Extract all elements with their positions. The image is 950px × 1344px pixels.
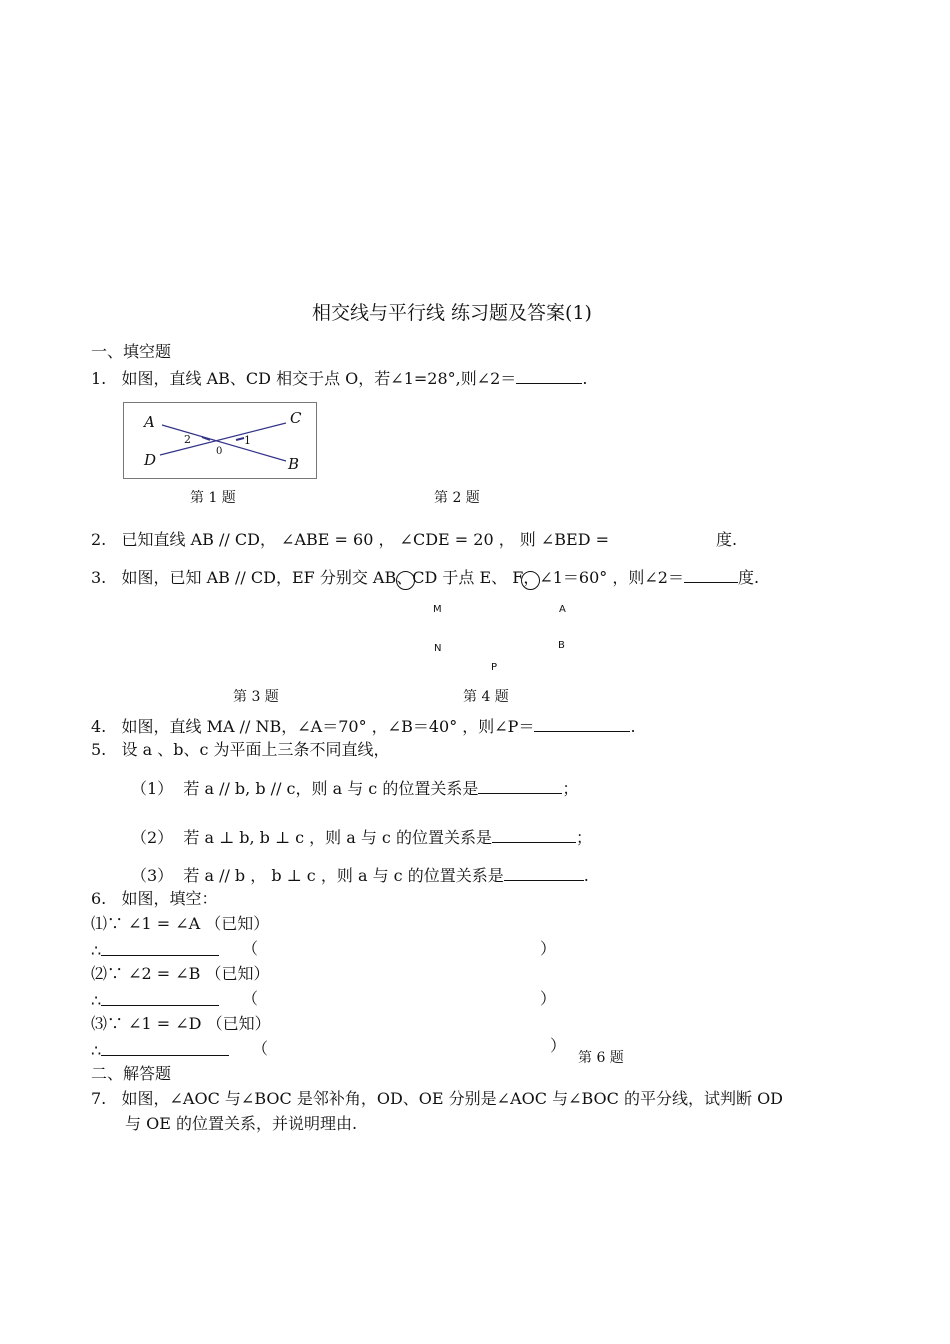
answer-blank[interactable]: [504, 864, 584, 881]
question-6-conclusion-3: [91, 1039, 229, 1061]
question-5-part-2-end: ；: [575, 828, 592, 847]
circle-mark: [521, 571, 540, 590]
question-7-line-2: 与 OE 的位置关系，并说明理由.: [125, 1114, 358, 1133]
question-5-part-2-text: （2） 若 a ⊥ b, b ⊥ c ，则 a 与 c 的位置关系是: [131, 828, 492, 847]
question-6-given-3: ⑶∵ ∠1 = ∠D （已知）: [91, 1014, 271, 1033]
section-heading-fill-in: 一、填空题: [91, 342, 172, 361]
question-4: [91, 715, 636, 737]
answer-blank[interactable]: [101, 1039, 229, 1056]
question-5-part-1-end: ；: [562, 779, 579, 798]
question-5: 5. 设 a 、b、c 为平面上三条不同直线，: [91, 740, 390, 759]
question-1-end: .: [582, 369, 588, 388]
answer-blank[interactable]: [492, 826, 576, 843]
page-title: 相交线与平行线 练习题及答案(1): [312, 302, 592, 324]
figure-1: [123, 402, 317, 479]
label-P: P: [491, 662, 498, 673]
label-C: C: [290, 409, 302, 427]
paren-open: （: [242, 939, 259, 958]
therefore-symbol: ∴: [91, 941, 102, 960]
answer-blank[interactable]: [101, 989, 219, 1006]
question-2: 2. 已知直线 AB // CD， ∠ABE = 60 ， ∠CDE = 20 ， 则 ∠BED =: [91, 530, 610, 549]
angle-1-label: 1: [244, 434, 251, 447]
question-4-end: .: [630, 717, 636, 736]
answer-blank[interactable]: [534, 715, 630, 732]
question-1-text: 1. 如图，直线 AB、CD 相交于点 O，若∠1=28°,则∠2＝: [91, 369, 517, 388]
paren-close: ）: [540, 989, 557, 1008]
paren-open: （: [252, 1039, 269, 1058]
paren-close: ）: [540, 939, 557, 958]
caption-2: 第 2 题: [434, 490, 480, 506]
paren-open: （: [242, 989, 259, 1008]
caption-6: 第 6 题: [578, 1050, 624, 1066]
caption-3: 第 3 题: [233, 689, 279, 705]
question-7-line-1: 7. 如图，∠AOC 与∠BOC 是邻补角，OD、OE 分别是∠AOC 与∠BOC 的平分线，试判断 OD: [91, 1089, 784, 1108]
question-5-part-3-text: （3） 若 a // b ， b ⊥ c ，则 a 与 c 的位置关系是: [131, 866, 504, 885]
label-B: B: [558, 640, 565, 651]
question-5-part-3-end: .: [583, 866, 589, 885]
answer-blank[interactable]: [478, 777, 562, 794]
question-3-text: 3. 如图，已知 AB // CD，EF 分别交 AB、CD 于点 E、 F，∠1＝60° ，则∠2＝: [91, 568, 684, 587]
question-4-text: 4. 如图，直线 MA // NB，∠A＝70° ，∠B＝40° ，则∠P＝: [91, 717, 535, 736]
label-A: A: [559, 604, 566, 615]
question-1: [91, 367, 587, 389]
point-o-label: 0: [216, 446, 223, 457]
label-M: M: [433, 604, 442, 615]
question-5-part-2: [131, 826, 592, 848]
question-6-conclusion-1: [91, 939, 219, 961]
paren-close: ）: [550, 1036, 567, 1055]
angle-2-label: 2: [184, 433, 191, 446]
label-N: N: [434, 643, 442, 654]
question-6-given-1: ⑴∵ ∠1 = ∠A （已知）: [91, 914, 270, 933]
question-3: [91, 566, 759, 588]
answer-blank[interactable]: [684, 566, 738, 583]
question-6-given-2: ⑵∵ ∠2 = ∠B （已知）: [91, 964, 270, 983]
label-A: A: [144, 413, 155, 431]
therefore-symbol: ∴: [91, 1041, 102, 1060]
label-B: B: [288, 455, 300, 473]
question-2-end: 度.: [716, 530, 738, 549]
label-D: D: [144, 451, 157, 469]
caption-4: 第 4 题: [463, 689, 509, 705]
answer-blank[interactable]: [101, 939, 219, 956]
question-5-part-1: [131, 777, 578, 799]
question-6-conclusion-2: [91, 989, 219, 1011]
answer-blank[interactable]: [516, 367, 582, 384]
circle-mark: [396, 571, 415, 590]
question-5-part-1-text: （1） 若 a // b, b // c，则 a 与 c 的位置关系是: [131, 779, 479, 798]
therefore-symbol: ∴: [91, 991, 102, 1010]
question-3-end: 度.: [737, 568, 760, 587]
question-6: 6. 如图，填空：: [91, 889, 218, 908]
question-5-part-3: [131, 864, 589, 886]
section-heading-solve: 二、解答题: [91, 1064, 172, 1083]
caption-1: 第 1 题: [190, 490, 236, 506]
